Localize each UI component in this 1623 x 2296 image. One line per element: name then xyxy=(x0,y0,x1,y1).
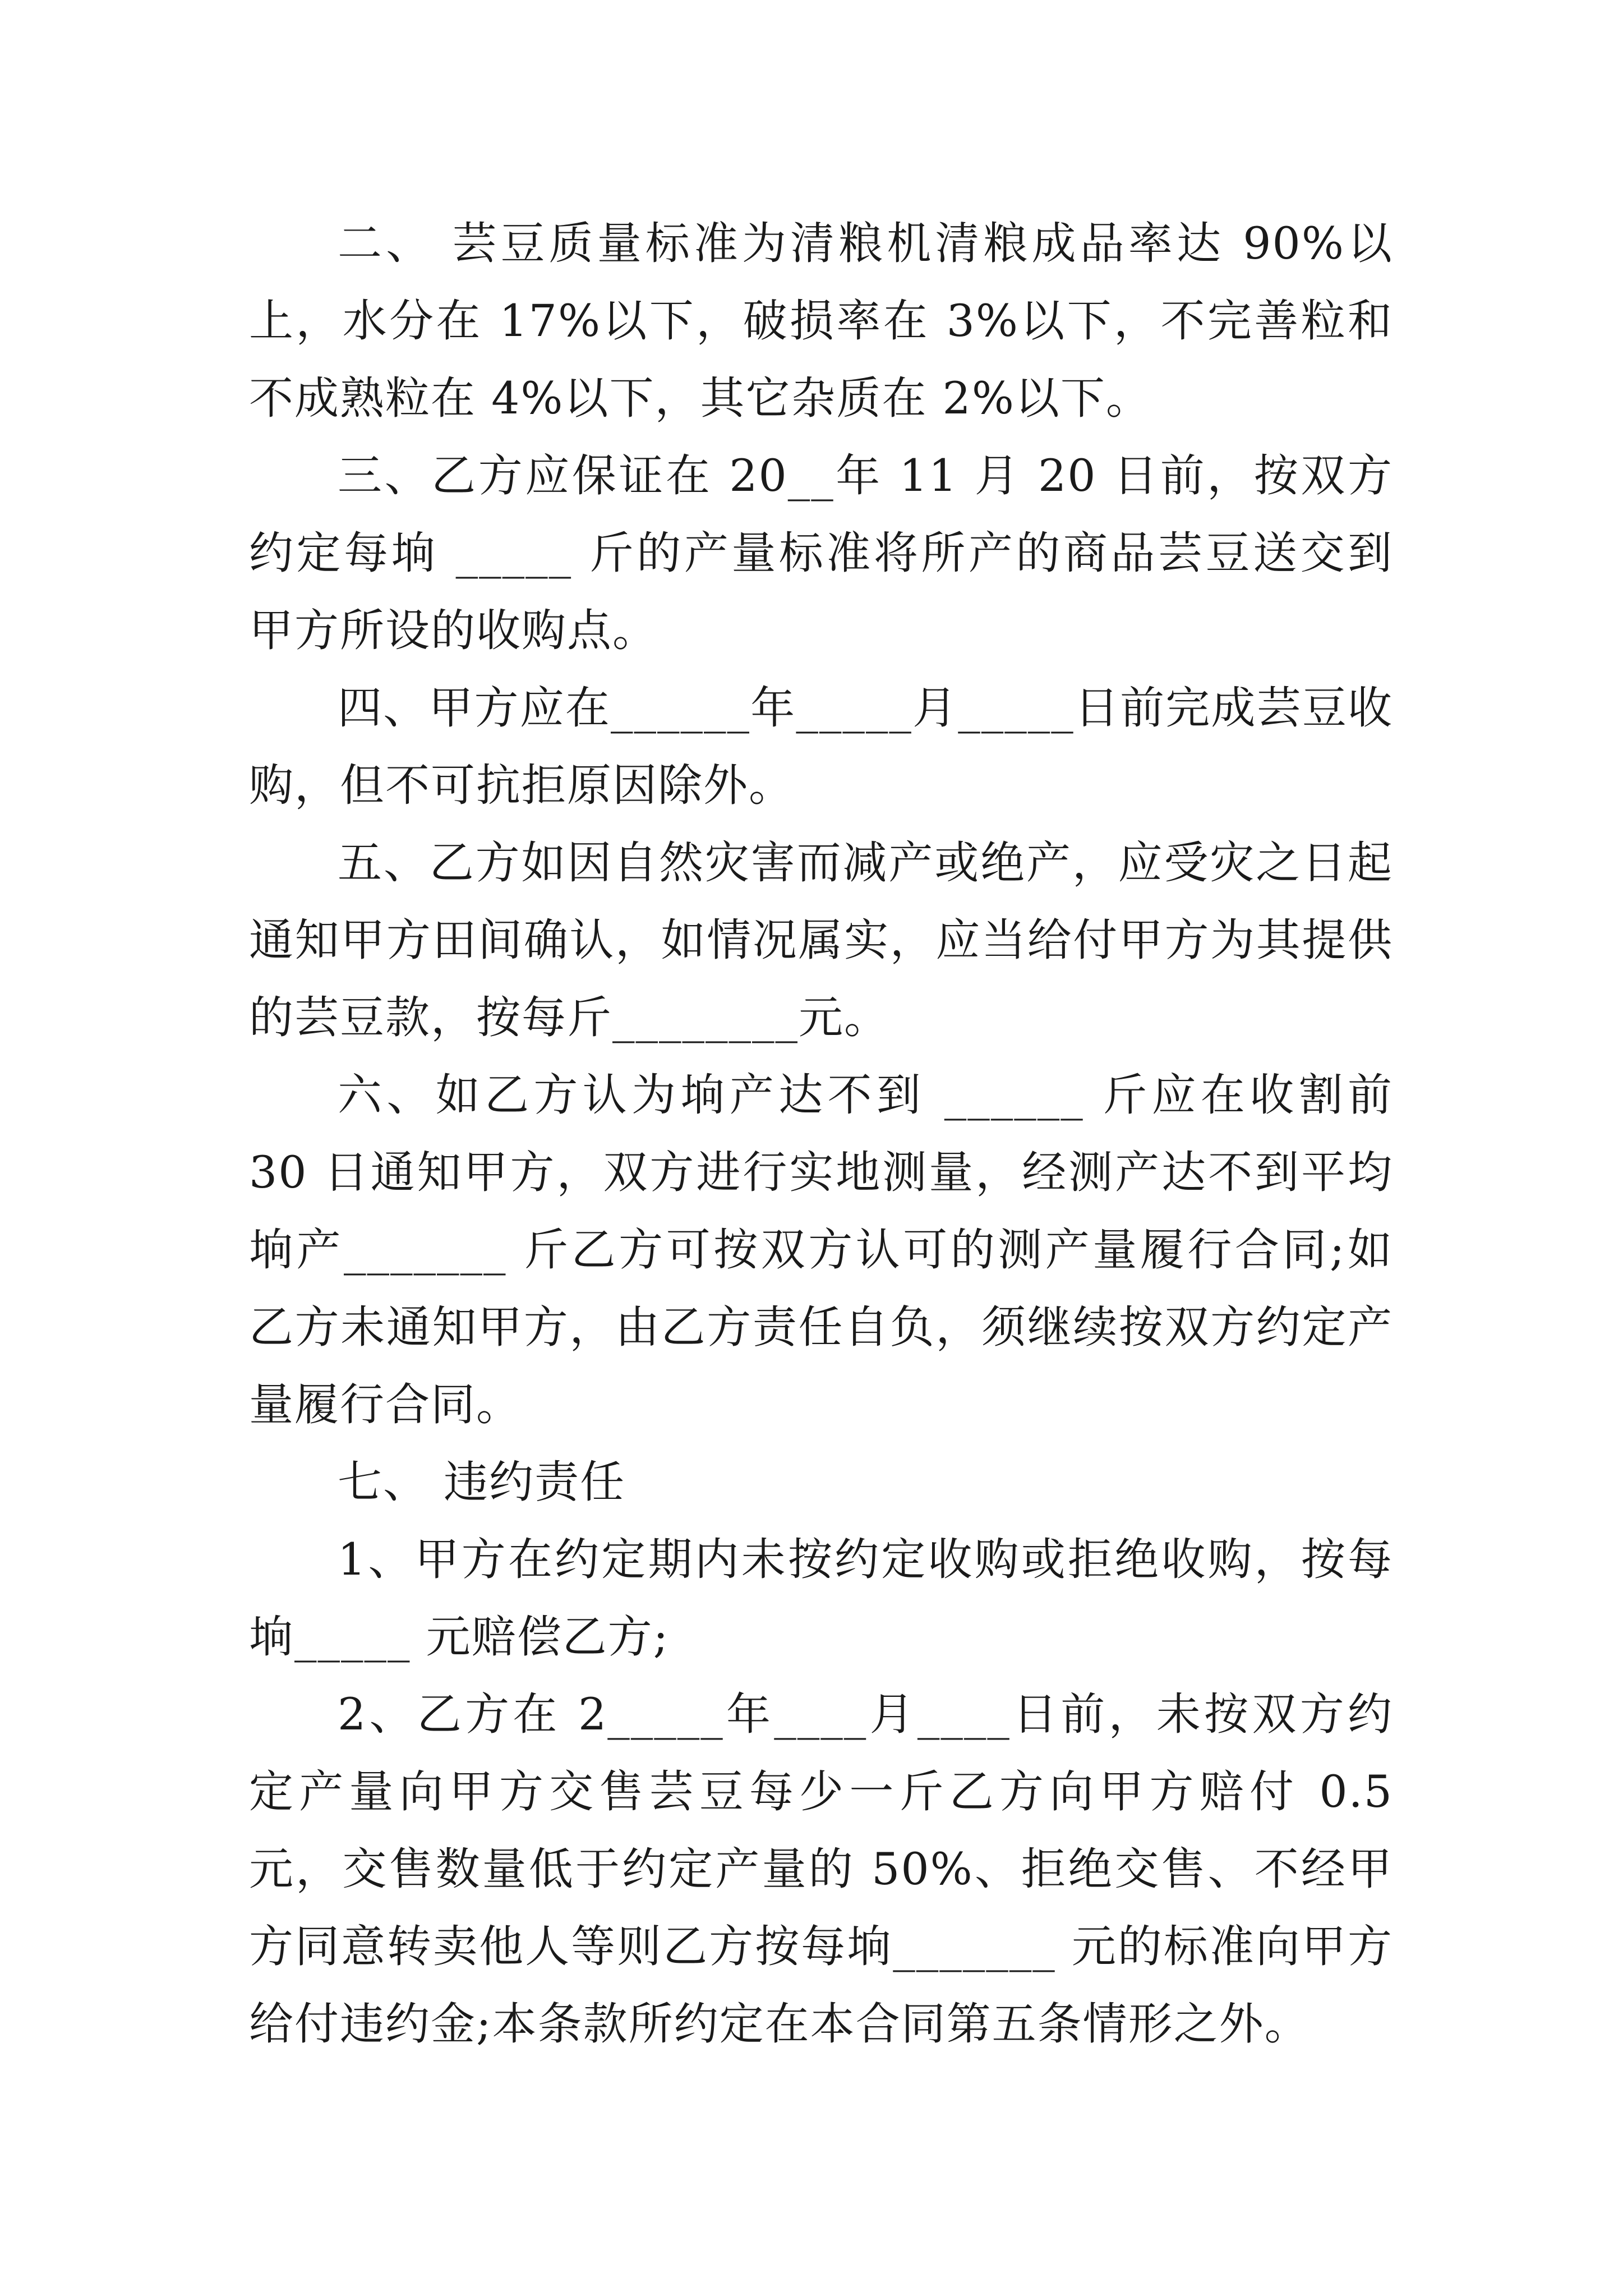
clause-7-heading: 七、 违约责任 xyxy=(338,1456,626,1508)
clause-2-quality-standard: 二、 芸豆质量标准为清粮机清粮成品率达 90%以上，水分在 17%以下，破损率在 3%以下，不完善粒和不成熟粒在 4%以下，其它杂质在 2%以下。 xyxy=(249,218,1393,424)
clause-6-yield-measurement: 六、如乙方认为垧产达不到 ______ 斤应在收割前 30 日通知甲方，双方进行实地测量，经测产达不到平均垧产_______ 斤乙方可按双方认可的测产量履行合同;如乙方未通知甲方，由乙方责任自负，须继续按双方约定产量履行合同。 xyxy=(249,1069,1409,1430)
clause-4-purchase-deadline: 四、甲方应在______年_____月_____日前完成芸豆收购，但不可抗拒原因除外。 xyxy=(249,682,1393,811)
clause-7-item-2: 2、乙方在 2_____年____月____日前，未按双方约定产量向甲方交售芸豆每少一斤乙方向甲方赔付 0.5 元，交售数量低于约定产量的 50%、拒绝交售、不经甲方同意转卖他人等则乙方按每垧_______ 元的标准向甲方给付违约金;本条款所约定在本合同第五条情形之外。 xyxy=(249,1688,1409,2050)
clause-7-item-1: 1、甲方在约定期内未按约定收购或拒绝收购，按每垧_____ 元赔偿乙方; xyxy=(249,1534,1393,1663)
clause-3-delivery: 三、乙方应保证在 20__年 11 月 20 日前，按双方约定每垧 _____ 斤的产量标准将所产的商品芸豆送交到甲方所设的收购点。 xyxy=(249,450,1393,656)
clause-5-natural-disaster: 五、乙方如因自然灾害而减产或绝产，应受灾之日起通知甲方田间确认，如情况属实，应当给付甲方为其提供的芸豆款，按每斤________元。 xyxy=(249,837,1393,1043)
contract-body xyxy=(249,205,1409,2063)
